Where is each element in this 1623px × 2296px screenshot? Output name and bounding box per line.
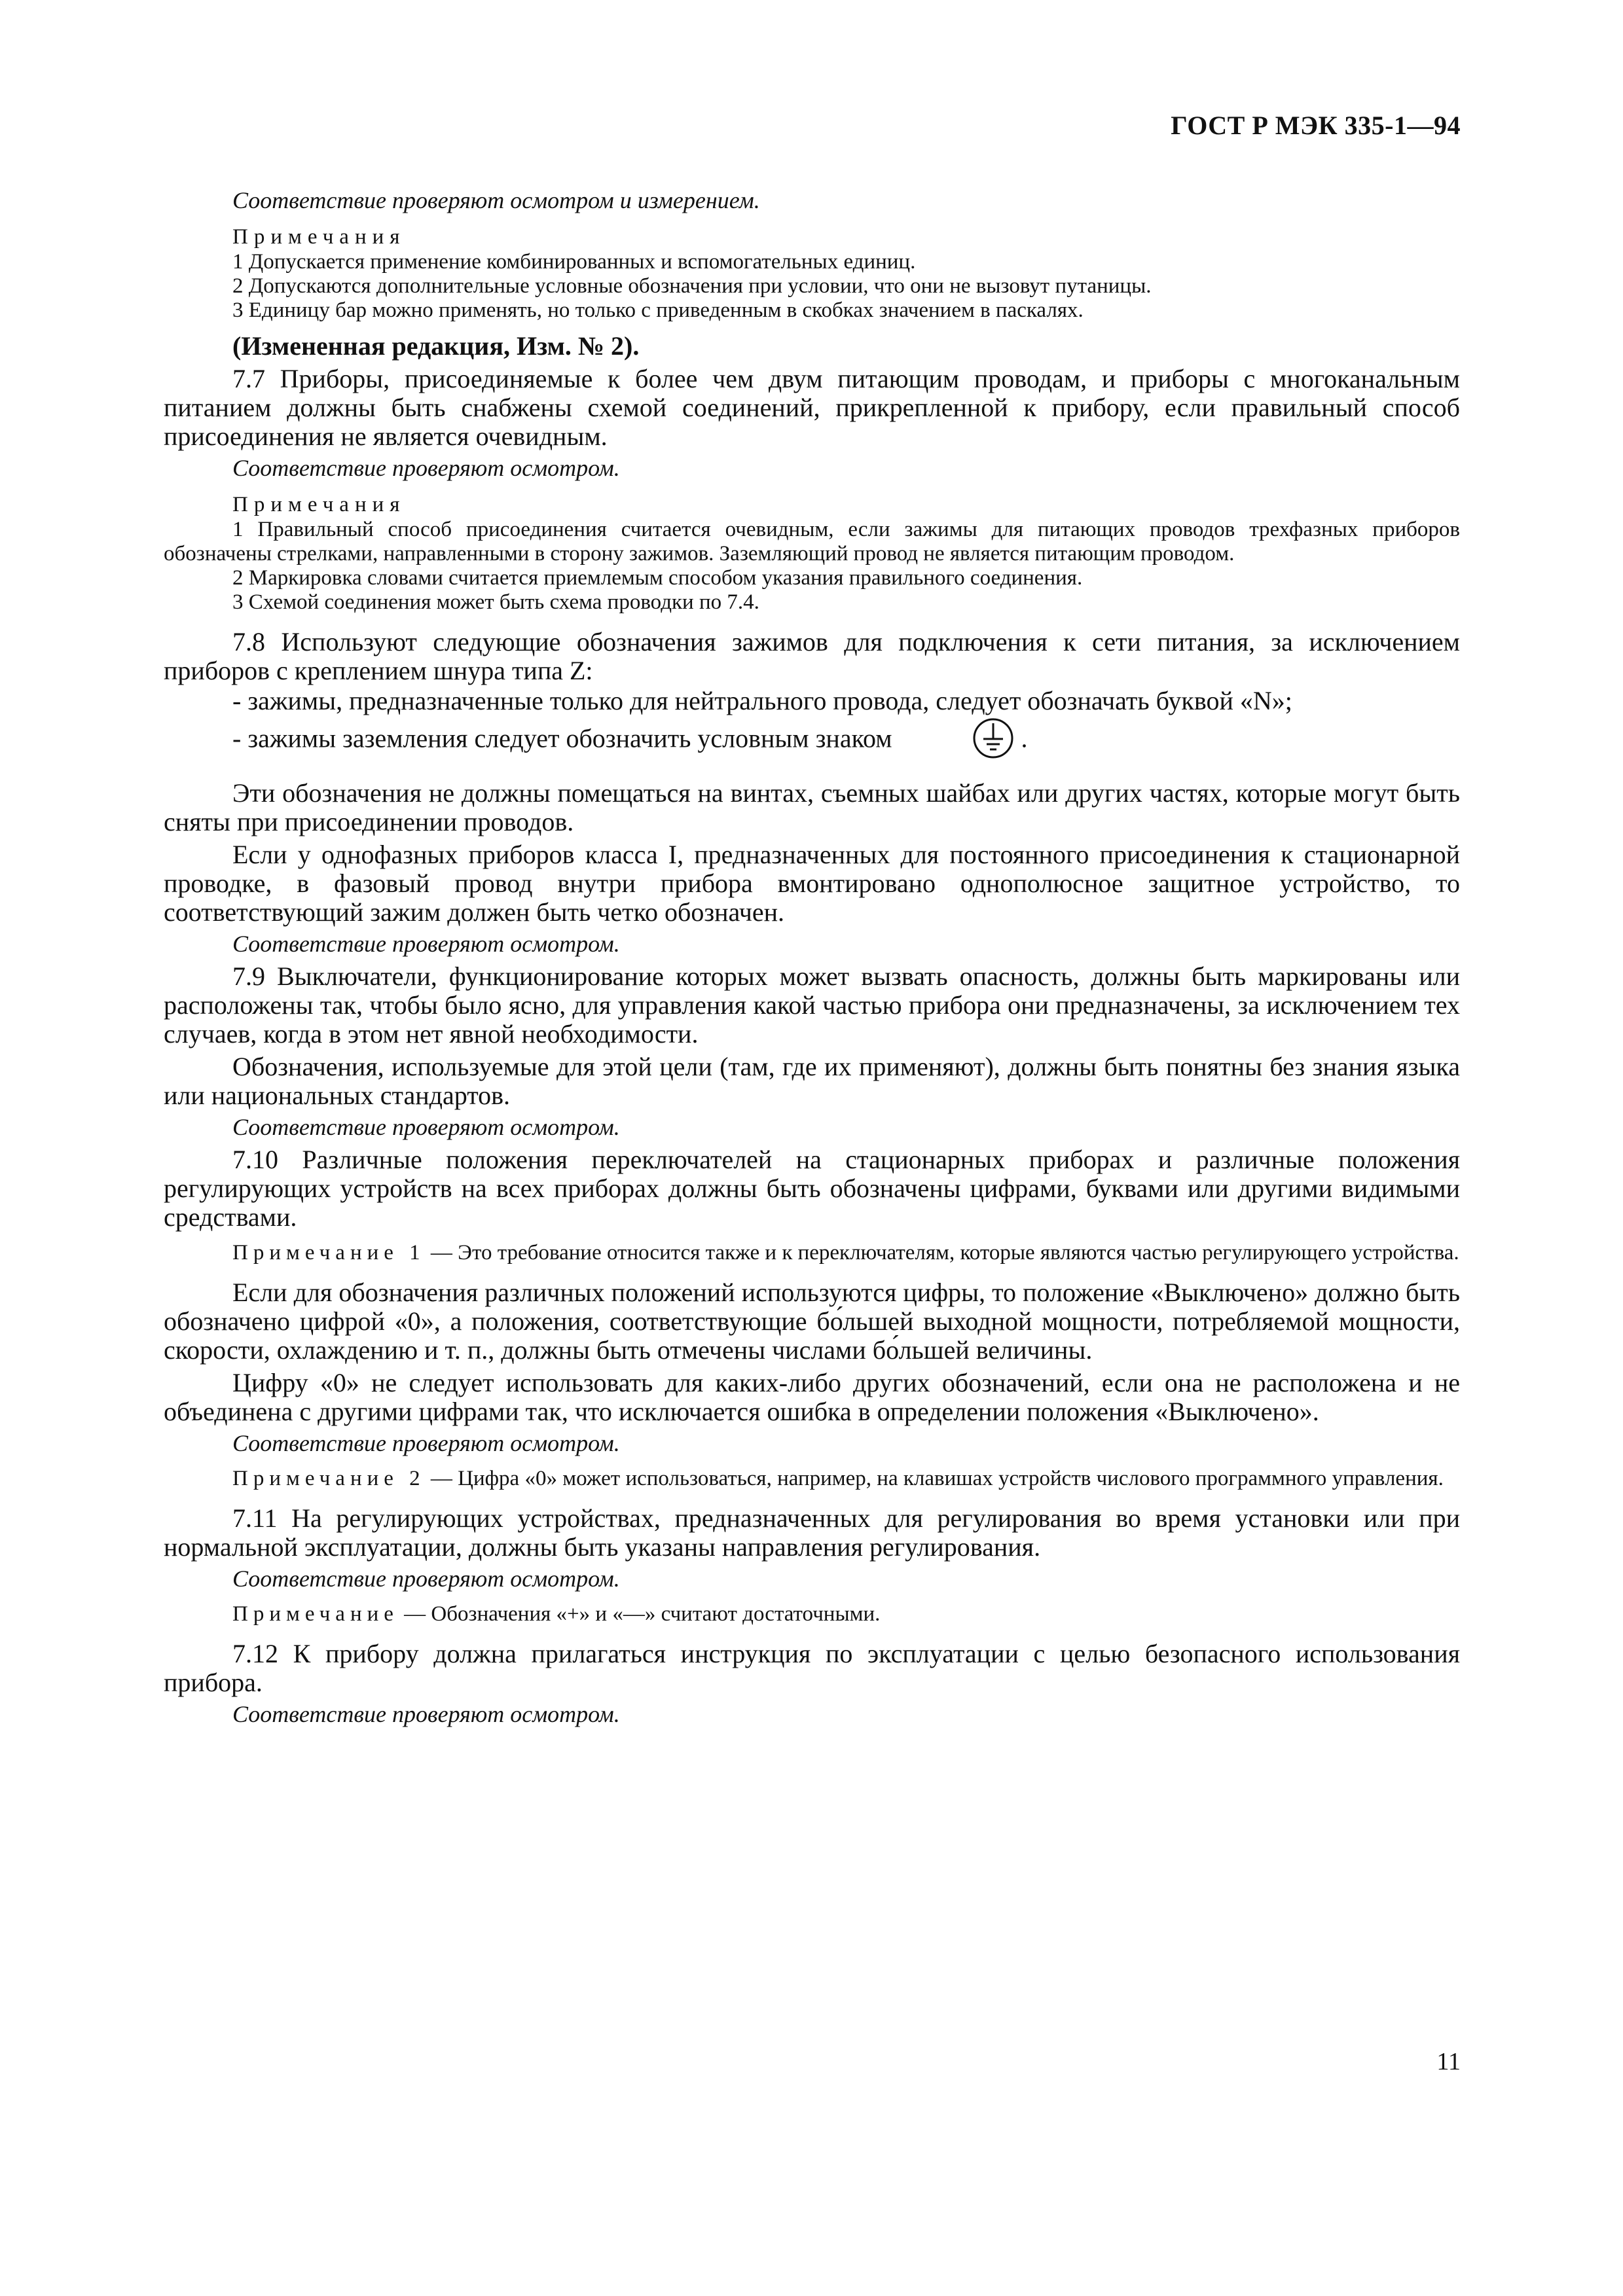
paragraph: Цифру «0» не следует использовать для каких-либо других обозначений, если она не расположена и не объединена с другими цифрами так, что исключается ошибка в определении положения «Выключено».: [164, 1368, 1460, 1426]
note-label: Примечание 1: [232, 1241, 426, 1265]
list-item: - зажимы, предназначенные только для нейтрального провода, следует обозначать буквой «N»;: [232, 686, 1292, 715]
note-item: 2 Допускаются дополнительные условные обозначения при условии, что они не вызовут путаницы.: [232, 274, 1152, 298]
compliance-check: Соответствие проверяют осмотром.: [232, 1430, 620, 1456]
note-item: 2 Маркировка словами считается приемлемым способом указания правильного соединения.: [232, 566, 1083, 590]
notes-heading: Примечания: [232, 493, 406, 516]
note-item: 3 Схемой соединения может быть схема проводки по 7.4.: [232, 590, 759, 614]
paragraph: Обозначения, используемые для этой цели (там, где их применяют), должны быть понятны без знания языка или национальных стандартов.: [164, 1052, 1460, 1110]
document-code: ГОСТ Р МЭК 335-1—94: [1171, 111, 1461, 140]
note-item: 3 Единицу бар можно применять, но только с приведенным в скобках значением в паскалях.: [232, 298, 1084, 322]
clause-7-10: 7.10 Различные положения переключателей на стационарных приборах и различные положения регулирующих устройств на всех приборах должны быть обозначены цифрами, буквами или другими видимыми средствами.: [164, 1145, 1460, 1232]
note-item: [164, 1467, 1460, 1491]
compliance-check: Соответствие проверяют осмотром.: [232, 1701, 620, 1727]
note-item: [164, 1602, 1460, 1626]
amendment-note: (Измененная редакция, Изм. № 2).: [232, 331, 640, 361]
note-item: 1 Допускается применение комбинированных и вспомогательных единиц.: [232, 250, 916, 274]
clause-7-11: 7.11 На регулирующих устройствах, предназначенных для регулирования во время установки или при нормальной эксплуатации, должны быть указаны направления регулирования.: [164, 1503, 1460, 1562]
compliance-check: Соответствие проверяют осмотром.: [232, 1114, 620, 1140]
list-item-text: - зажимы заземления следует обозначить условным знаком: [232, 723, 892, 753]
note-item: [164, 1241, 1460, 1265]
note-text: — Цифра «0» может использоваться, например, на клавишах устройств числового программного управления.: [425, 1467, 1444, 1490]
notes-heading: Примечания: [232, 225, 406, 249]
compliance-check: Соответствие проверяют осмотром.: [232, 931, 620, 957]
paragraph: Если для обозначения различных положений используются цифры, то положение «Выключено» должно быть обозначено цифрой «0», а положения, соответствующие бо́льшей выходной мощности, потребляемой мощности, скорости, охлаждению и т. п., должны быть отмечены числами бо́льшей величины.: [164, 1278, 1460, 1365]
note-text: — Обозначения «+» и «—» считают достаточными.: [398, 1602, 881, 1626]
list-item-earth: [164, 717, 1460, 766]
note-label: Примечание: [232, 1602, 399, 1626]
compliance-check: Соответствие проверяют осмотром.: [232, 455, 620, 481]
compliance-check: Соответствие проверяют осмотром и измерением.: [232, 187, 760, 213]
list-item-end: .: [1021, 723, 1028, 753]
paragraph: Эти обозначения не должны помещаться на винтах, съемных шайбах или других частях, которые могут быть сняты при присоединении проводов.: [164, 778, 1460, 836]
clause-7-7: 7.7 Приборы, присоединяемые к более чем двум питающим проводам, и приборы с многоканальным питанием должны быть снабжены схемой соединений, прикрепленной к прибору, если правильный способ присоединения не является очевидным.: [164, 364, 1460, 451]
clause-7-12: 7.12 К прибору должна прилагаться инструкция по эксплуатации с целью безопасного использования прибора.: [164, 1639, 1460, 1697]
clause-7-9: 7.9 Выключатели, функционирование которых может вызвать опасность, должны быть маркированы или расположены так, чтобы было ясно, для управления какой частью прибора они предназначены, за исключением тех случаев, когда в этом нет явной необходимости.: [164, 961, 1460, 1049]
note-item: 1 Правильный способ присоединения считается очевидным, если зажимы для питающих проводов трехфазных приборов обозначены стрелками, направленными в сторону зажимов. Заземляющий провод не является питающим проводом.: [164, 518, 1460, 565]
paragraph: Если у однофазных приборов класса I, предназначенных для постоянного присоединения к стационарной проводке, в фазовый провод внутри прибора вмонтировано однополюсное защитное устройство, то соответствующий зажим должен быть четко обозначен.: [164, 840, 1460, 927]
page-number: 11: [1436, 2048, 1461, 2075]
clause-7-8: 7.8 Используют следующие обозначения зажимов для подключения к сети питания, за исключением приборов с креплением шнура типа Z:: [164, 627, 1460, 685]
note-label: Примечание 2: [232, 1467, 426, 1490]
document-body: [164, 183, 1460, 1729]
compliance-check: Соответствие проверяют осмотром.: [232, 1566, 620, 1592]
earth-symbol-icon: [903, 717, 1015, 766]
note-text: — Это требование относится также и к переключателям, которые являются частью регулирующего устройства.: [425, 1241, 1459, 1265]
